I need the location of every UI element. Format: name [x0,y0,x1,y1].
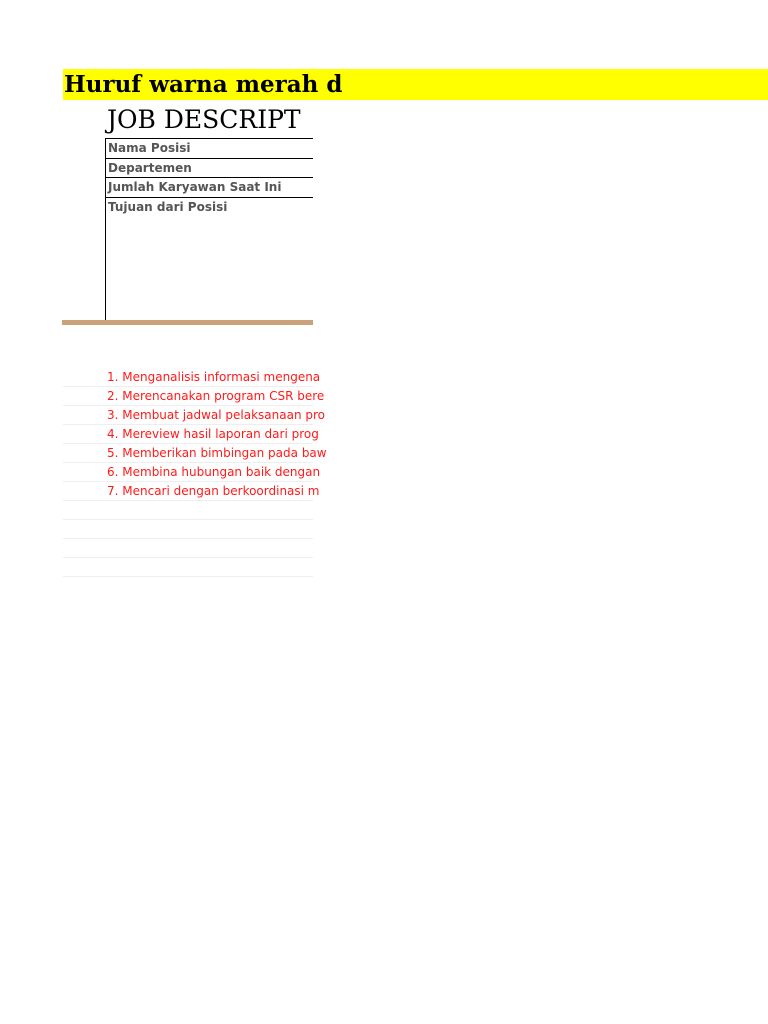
row-departemen: Departemen [106,159,313,179]
task-text: 6. Membina hubungan baik dengan [107,465,321,479]
list-item [63,387,325,406]
list-item [63,501,313,520]
task-text: 1. Menganalisis informasi mengena [107,370,321,384]
list-item [63,482,320,501]
row-tujuan-posisi: Tujuan dari Posisi [108,199,228,214]
task-text: 2. Merencanakan program CSR bere [107,389,325,403]
task-text: 4. Mereview hasil laporan dari prog [107,427,319,441]
position-info-table [105,138,313,321]
list-item [63,368,321,387]
list-item [63,425,319,444]
row-nama-posisi: Nama Posisi [106,139,313,159]
list-item [63,520,313,539]
banner-note: Huruf warna merah d [64,71,343,98]
list-item [63,463,321,482]
list-item [63,406,326,425]
row-jumlah-karyawan: Jumlah Karyawan Saat Ini [106,178,313,198]
task-list [63,368,327,577]
task-text: 3. Membuat jadwal pelaksanaan pro [107,408,326,422]
task-text: 7. Mencari dengan berkoordinasi m [107,484,320,498]
list-item [63,444,327,463]
list-item [63,539,313,558]
list-item [63,558,313,577]
document-title: JOB DESCRIPT [107,105,301,134]
section-divider [62,320,313,325]
task-text: 5. Memberikan bimbingan pada baw [107,446,327,460]
